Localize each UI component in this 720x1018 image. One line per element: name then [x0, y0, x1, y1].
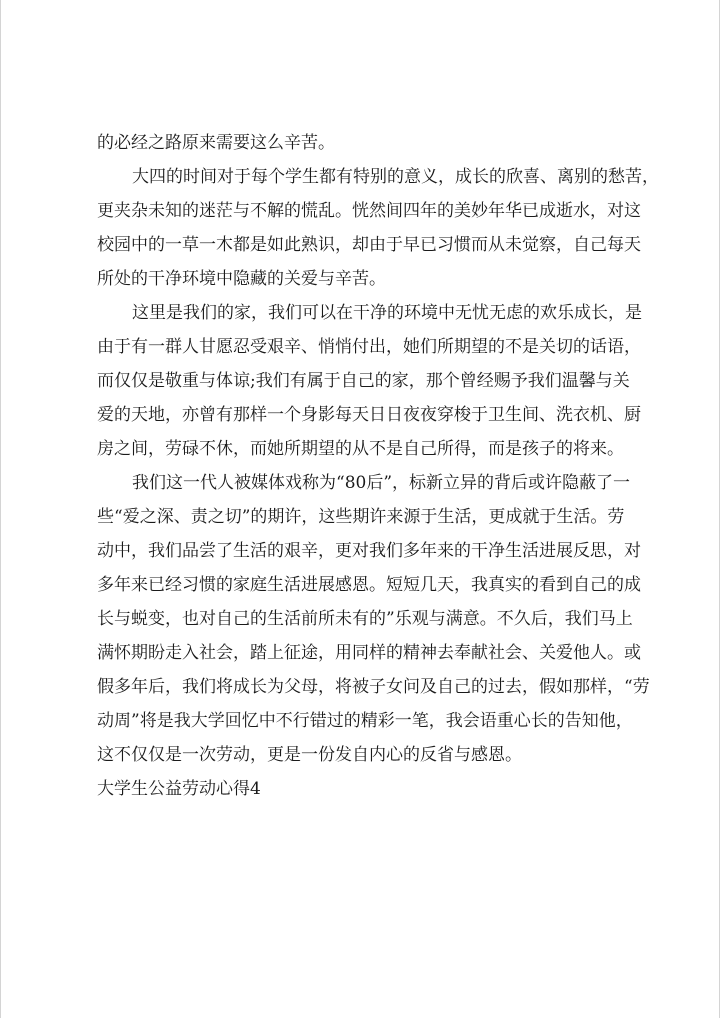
text-line: 校园中的一草一木都是如此熟识，却由于早已习惯而从未觉察，自己每天 [97, 235, 641, 255]
text-line: 长与蜕变，也对自己的生活前所未有的”乐观与满意。不久后，我们马上 [97, 609, 633, 629]
text-line: 而仅仅是敬重与体谅;我们有属于自己的家，那个曾经赐予我们温馨与关 [97, 371, 630, 391]
text-line: 满怀期盼走入社会，踏上征途，用同样的精神去奉献社会、关爱他人。或 [97, 643, 641, 663]
section-heading: 大学生公益劳动心得4 [97, 779, 261, 799]
paragraph-start-line: 大四的时间对于每个学生都有特别的意义，成长的欣喜、离别的愁苦， [132, 167, 659, 187]
document-body [97, 126, 659, 806]
paragraph-start-line: 这里是我们的家，我们可以在干净的环境中无忧无虑的欢乐成长，是 [132, 303, 642, 323]
text-line: 的必经之路原来需要这么辛苦。 [97, 133, 335, 153]
text-line: 这不仅仅是一次劳动，更是一份发自内心的反省与感恩。 [97, 745, 522, 765]
text-line: 动中，我们品尝了生活的艰辛，更对我们多年来的干净生活进展反思，对 [97, 541, 641, 561]
text-line: 多年来已经习惯的家庭生活进展感恩。短短几天，我真实的看到自己的成 [97, 575, 641, 595]
text-line: 更夹杂未知的迷茫与不解的慌乱。恍然间四年的美妙年华已成逝水，对这 [97, 201, 641, 221]
text-line: 些“爱之深、责之切”的期许，这些期许来源于生活，更成就于生活。劳 [97, 507, 625, 527]
text-line: 由于有一群人甘愿忍受艰辛、悄悄付出，她们所期望的不是关切的话语， [97, 337, 641, 357]
text-line: 动周”将是我大学回忆中不行错过的精彩一笔，我会语重心长的告知他， [97, 711, 633, 731]
text-line: 房之间，劳碌不休，而她所期望的从不是自己所得，而是孩子的将来。 [97, 439, 624, 459]
text-line: 所处的干净环境中隐藏的关爱与辛苦。 [97, 269, 386, 289]
text-line: 爱的天地，亦曾有那样一个身影每天日日夜夜穿梭于卫生间、洗衣机、厨 [97, 405, 641, 425]
text-line: 假多年后，我们将成长为父母，将被子女问及自己的过去，假如那样，“劳 [97, 677, 650, 697]
paragraph-start-line: 我们这一代人被媒体戏称为“80后”，标新立异的背后或许隐蔽了一 [132, 473, 631, 493]
